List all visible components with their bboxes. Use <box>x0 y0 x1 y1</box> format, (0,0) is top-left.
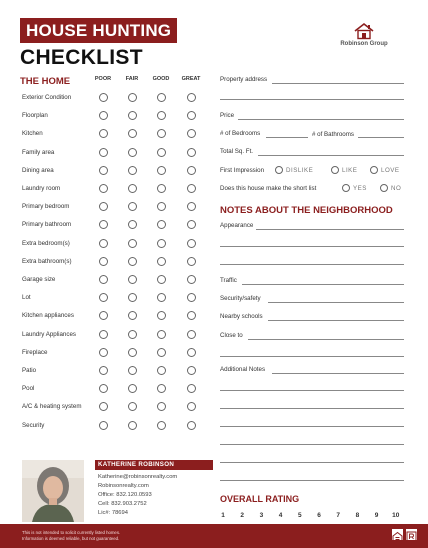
notes-line-3[interactable] <box>220 408 404 409</box>
traffic-line[interactable] <box>242 284 404 285</box>
rating-radio-poor[interactable] <box>99 366 108 375</box>
like-radio[interactable] <box>331 166 339 174</box>
property-address-line[interactable] <box>272 83 404 84</box>
checklist-row <box>22 149 207 163</box>
rating-radio-poor[interactable] <box>99 148 108 157</box>
rating-radio-good[interactable] <box>157 348 166 357</box>
checklist-item-label: Laundry Appliances <box>22 330 77 338</box>
additional-notes-label: Additional Notes <box>220 366 266 373</box>
rating-option-6[interactable]: 6 <box>317 512 321 519</box>
notes-line-2[interactable] <box>220 390 404 391</box>
rating-radio-poor[interactable] <box>99 421 108 430</box>
checklist-item-label: Exterior Condition <box>22 94 72 101</box>
checklist-item-label: Lot <box>22 294 31 302</box>
rating-radio-great[interactable] <box>187 348 196 357</box>
rating-radio-poor[interactable] <box>99 384 108 393</box>
checklist-row <box>22 422 207 436</box>
rating-radio-fair[interactable] <box>128 275 137 284</box>
close-to-line-2[interactable] <box>220 356 404 357</box>
rating-radio-poor[interactable] <box>99 166 108 175</box>
price-label: Price <box>220 112 235 119</box>
rating-radio-great[interactable] <box>187 293 196 302</box>
rating-radio-great[interactable] <box>187 366 196 375</box>
title-line-1: HOUSE HUNTING <box>20 18 177 43</box>
rating-radio-poor[interactable] <box>99 111 108 120</box>
rating-radio-fair[interactable] <box>128 348 137 357</box>
rating-radio-fair[interactable] <box>128 257 137 266</box>
rating-radio-fair[interactable] <box>128 402 137 411</box>
short-list-label: Does this house make the short list <box>220 185 317 192</box>
rating-radio-great[interactable] <box>187 166 196 175</box>
rating-radio-fair[interactable] <box>128 111 137 120</box>
rating-radio-great[interactable] <box>187 148 196 157</box>
rating-radio-good[interactable] <box>157 366 166 375</box>
rating-radio-great[interactable] <box>187 421 196 430</box>
rating-radio-poor[interactable] <box>99 348 108 357</box>
page-title <box>20 18 177 70</box>
rating-radio-fair[interactable] <box>128 421 137 430</box>
schools-label: Nearby schools <box>220 313 263 320</box>
close-to-label: Close to <box>220 332 243 339</box>
rating-radio-great[interactable] <box>187 275 196 284</box>
rating-option-8[interactable]: 8 <box>355 512 360 519</box>
rating-radio-fair[interactable] <box>128 148 137 157</box>
rating-radio-fair[interactable] <box>128 239 137 248</box>
rating-option-4[interactable]: 4 <box>278 512 283 519</box>
rating-radio-poor[interactable] <box>99 184 108 193</box>
rating-option-9[interactable]: 9 <box>374 512 379 519</box>
checklist-item-label: Extra bathroom(s) <box>22 257 72 265</box>
security-label: Security/safety <box>220 295 261 302</box>
checklist-row <box>22 221 207 235</box>
agent-license: Lic#: 78694 <box>98 510 128 516</box>
rating-radio-good[interactable] <box>157 166 166 175</box>
rating-radio-great[interactable] <box>187 202 196 211</box>
appearance-line[interactable] <box>256 229 404 230</box>
notes-line-5[interactable] <box>220 444 404 445</box>
yes-radio[interactable] <box>342 184 350 192</box>
brand-logo <box>338 22 390 47</box>
column-header-fair: FAIR <box>125 76 139 82</box>
checklist-row <box>22 112 207 126</box>
rating-option-3[interactable]: 3 <box>259 512 264 519</box>
bedrooms-label: # of Bedrooms <box>220 130 261 137</box>
rating-radio-poor[interactable] <box>99 129 108 138</box>
rating-radio-poor[interactable] <box>99 257 108 266</box>
rating-radio-good[interactable] <box>157 239 166 248</box>
checklist-item-label: Dining area <box>22 166 54 174</box>
traffic-label: Traffic <box>220 277 237 284</box>
agent-website[interactable]: Robinsonrealty.com <box>98 483 149 489</box>
checklist-item-label: Garage size <box>22 276 56 283</box>
home-heading: THE HOME <box>20 76 71 87</box>
rating-radio-good[interactable] <box>157 311 166 320</box>
overall-rating-heading: OVERALL RATING <box>220 494 300 504</box>
rating-radio-good[interactable] <box>157 148 166 157</box>
checklist-item-label: Security <box>22 421 45 429</box>
rating-radio-poor[interactable] <box>99 293 108 302</box>
rating-option-7[interactable]: 7 <box>336 512 340 519</box>
checklist-row <box>22 331 207 345</box>
checklist-item-label: Floorplan <box>22 112 48 120</box>
notes-line-1[interactable] <box>272 373 404 374</box>
rating-radio-good[interactable] <box>157 384 166 393</box>
close-to-line[interactable] <box>248 339 404 340</box>
rating-radio-poor[interactable] <box>99 275 108 284</box>
rating-radio-fair[interactable] <box>128 384 137 393</box>
checklist-item-label: Primary bedroom <box>22 203 70 211</box>
rating-radio-good[interactable] <box>157 184 166 193</box>
rating-radio-fair[interactable] <box>128 202 137 211</box>
rating-radio-fair[interactable] <box>128 330 137 339</box>
brand-name: Robinson Group <box>340 41 388 47</box>
checklist-item-label: Kitchen appliances <box>22 312 74 320</box>
checklist-row <box>22 185 207 199</box>
checklist-row <box>22 240 207 254</box>
checklist-item-label: Family area <box>22 148 55 156</box>
rating-radio-poor[interactable] <box>99 93 108 102</box>
checklist-row <box>22 349 207 363</box>
like-label: LIKE <box>342 167 358 174</box>
column-header-good: GOOD <box>152 76 170 82</box>
rating-radio-good[interactable] <box>157 93 166 102</box>
rating-radio-great[interactable] <box>187 257 196 266</box>
rating-option-2[interactable]: 2 <box>240 512 244 519</box>
checklist-row <box>22 276 207 290</box>
rating-radio-fair[interactable] <box>128 184 137 193</box>
agent-name: KATHERINE ROBINSON <box>98 461 175 468</box>
checklist-item-label: Fireplace <box>22 348 48 356</box>
rating-radio-great[interactable] <box>187 239 196 248</box>
footer-disclaimer-2: Information is deemed reliable, but not guaranteed. <box>22 536 120 541</box>
security-line[interactable] <box>268 302 404 303</box>
no-radio[interactable] <box>380 184 388 192</box>
sqft-label: Total Sq. Ft. <box>220 148 254 155</box>
checklist-item-label: Kitchen <box>22 130 43 138</box>
rating-radio-great[interactable] <box>187 402 196 411</box>
rating-radio-great[interactable] <box>187 184 196 193</box>
rating-radio-great[interactable] <box>187 384 196 393</box>
agent-cell-phone: Cell: 832.903.2752 <box>98 501 147 507</box>
rating-radio-good[interactable] <box>157 111 166 120</box>
checklist-row <box>22 367 207 381</box>
rating-radio-great[interactable] <box>187 311 196 320</box>
rating-radio-good[interactable] <box>157 202 166 211</box>
checklist-item-label: Extra bedroom(s) <box>22 239 70 247</box>
rating-radio-poor[interactable] <box>99 239 108 248</box>
notes-line-6[interactable] <box>220 462 404 463</box>
appearance-line-2[interactable] <box>220 246 404 247</box>
agent-photo <box>22 460 84 522</box>
property-address-line-2[interactable] <box>220 99 404 100</box>
rating-option-1[interactable]: 1 <box>221 512 225 519</box>
appearance-line-3[interactable] <box>220 264 404 265</box>
checklist-row <box>22 312 207 326</box>
rating-radio-great[interactable] <box>187 111 196 120</box>
rating-radio-poor[interactable] <box>99 330 108 339</box>
checklist-row <box>22 203 207 217</box>
checklist-item-label: Laundry room <box>22 185 61 192</box>
rating-radio-good[interactable] <box>157 421 166 430</box>
rating-radio-good[interactable] <box>157 220 166 229</box>
schools-line[interactable] <box>268 320 404 321</box>
rating-radio-great[interactable] <box>187 93 196 102</box>
checklist-row <box>22 385 207 399</box>
rating-radio-fair[interactable] <box>128 93 137 102</box>
rating-radio-poor[interactable] <box>99 402 108 411</box>
no-label: NO <box>391 185 402 192</box>
checklist-row <box>22 94 207 108</box>
rating-option-10[interactable]: 10 <box>392 512 400 519</box>
checklist-item-label: A/C & heating system <box>22 403 82 411</box>
rating-radio-fair[interactable] <box>128 166 137 175</box>
checklist-row <box>22 403 207 417</box>
neighborhood-heading: NOTES ABOUT THE NEIGHBORHOOD <box>220 205 393 216</box>
rating-option-5[interactable]: 5 <box>297 512 302 519</box>
rating-radio-fair[interactable] <box>128 366 137 375</box>
agent-office-phone: Office: 832.120.0593 <box>98 492 152 498</box>
equal-housing-icon <box>392 529 403 540</box>
rating-radio-great[interactable] <box>187 129 196 138</box>
notes-line-7[interactable] <box>220 480 404 481</box>
rating-radio-great[interactable] <box>187 330 196 339</box>
dislike-label: DISLIKE <box>286 167 314 174</box>
rating-radio-good[interactable] <box>157 275 166 284</box>
rating-radio-fair[interactable] <box>128 220 137 229</box>
property-address-label: Property address <box>220 76 268 83</box>
checklist-row <box>22 130 207 144</box>
yes-label: YES <box>353 185 367 192</box>
rating-radio-fair[interactable] <box>128 293 137 302</box>
checklist-row <box>22 167 207 181</box>
sqft-line[interactable] <box>258 155 404 156</box>
column-header-great: GREAT <box>181 76 201 82</box>
first-impression-label: First Impression <box>220 167 265 174</box>
checklist-item-label: Primary bathroom <box>22 221 72 229</box>
notes-line-4[interactable] <box>220 426 404 427</box>
love-label: LOVE <box>381 167 400 174</box>
title-line-2: CHECKLIST <box>20 46 143 69</box>
appearance-label: Appearance <box>220 222 254 229</box>
checklist-item-label: Pool <box>22 385 35 393</box>
checklist-row <box>22 258 207 272</box>
house-logo-icon <box>353 22 375 40</box>
rating-radio-great[interactable] <box>187 220 196 229</box>
dislike-radio[interactable] <box>275 166 283 174</box>
rating-radio-poor[interactable] <box>99 202 108 211</box>
bathrooms-line[interactable] <box>358 137 404 138</box>
rating-radio-poor[interactable] <box>99 311 108 320</box>
agent-email[interactable]: Katherine@robinsonrealty.com <box>98 474 178 480</box>
rating-radio-good[interactable] <box>157 257 166 266</box>
footer-disclaimer-1: This is not intended to solicit currently listed homes. <box>22 530 121 535</box>
price-line[interactable] <box>238 119 404 120</box>
bathrooms-label: # of Bathrooms <box>312 131 354 138</box>
rating-radio-good[interactable] <box>157 293 166 302</box>
rating-radio-fair[interactable] <box>128 311 137 320</box>
column-header-poor: POOR <box>94 76 112 82</box>
checklist-row <box>22 294 207 308</box>
rating-radio-poor[interactable] <box>99 220 108 229</box>
bedrooms-line[interactable] <box>266 137 308 138</box>
rating-radio-good[interactable] <box>157 402 166 411</box>
rating-radio-fair[interactable] <box>128 129 137 138</box>
realtor-icon <box>406 529 417 540</box>
checklist-item-label: Patio <box>22 367 37 374</box>
rating-radio-good[interactable] <box>157 129 166 138</box>
rating-radio-good[interactable] <box>157 330 166 339</box>
love-radio[interactable] <box>370 166 378 174</box>
